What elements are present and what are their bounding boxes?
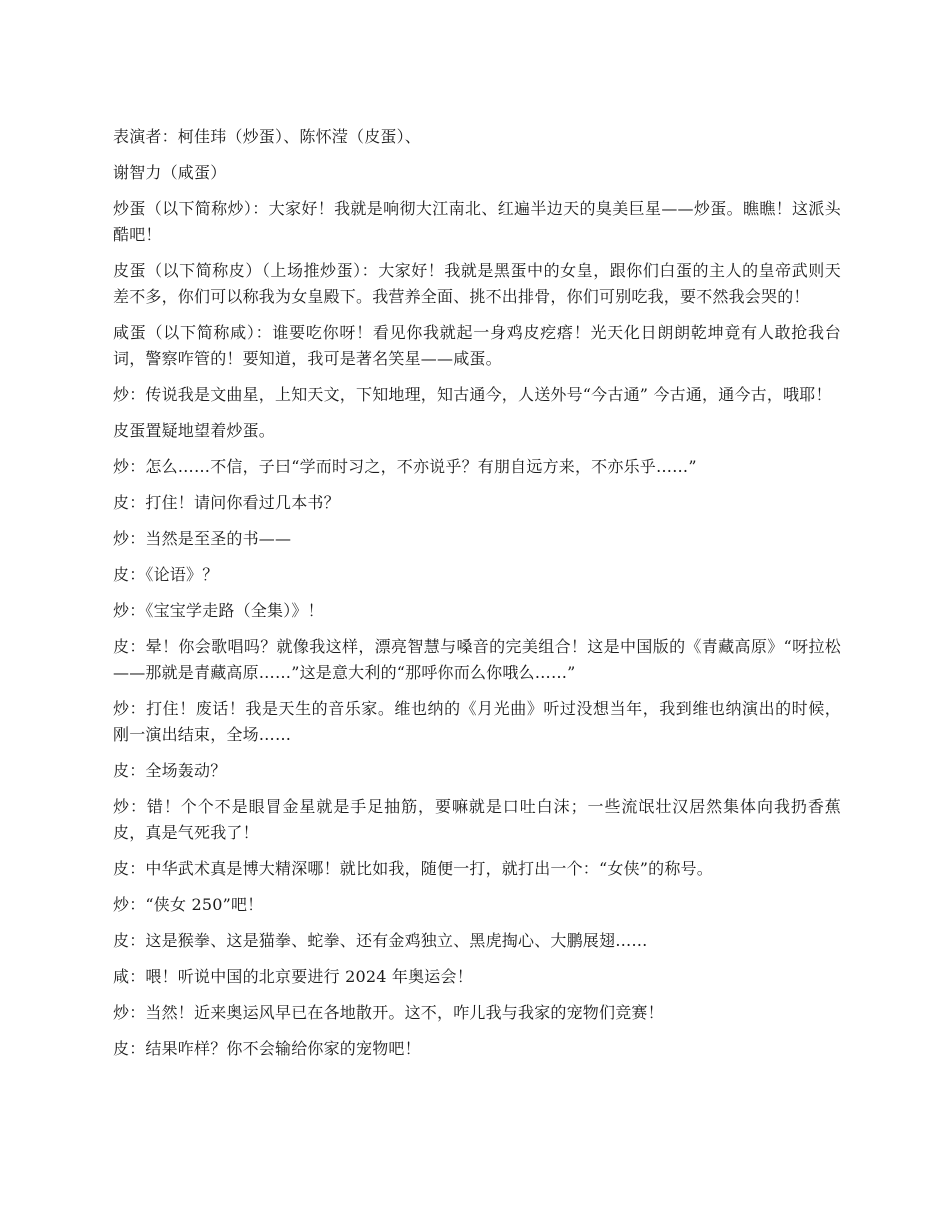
dialogue-paragraph: 炒：打住！废话！我是天生的音乐家。维也纳的《月光曲》听过没想当年，我到维也纳演出的时候，刚一演出结束，全场…… (113, 699, 841, 744)
dialogue-paragraph: 皮：全场轰动？ (113, 761, 227, 780)
dialogue-paragraph: 皮：这是猴拳、这是猫拳、蛇拳、还有金鸡独立、黑虎掏心、大鹏展翅…… (113, 931, 648, 950)
dialogue-paragraph: 皮蛋（以下简称皮）（上场推炒蛋）：大家好！我就是黑蛋中的女皇，跟你们白蛋的主人的皇帝武则天差不多，你们可以称我为女皇殿下。我营养全面、挑不出排骨，你们可别吃我，要不然我会哭的！ (113, 261, 841, 306)
dialogue-paragraph: 炒：当然是至圣的书—— (113, 529, 292, 548)
dialogue-paragraph: 皮：中华武术真是博大精深哪！就比如我，随便一打，就打出一个：“女侠”的称号。 (113, 859, 713, 878)
document-body (113, 124, 841, 1072)
dialogue-paragraph: 皮：结果咋样？你不会输给你家的宠物吧！ (113, 1039, 421, 1058)
dialogue-paragraph: 咸蛋（以下简称咸）：谁要吃你呀！看见你我就起一身鸡皮疙瘩！光天化日朗朗乾坤竟有人敢抢我台词，警察咋管的！要知道，我可是著名笑星——咸蛋。 (113, 323, 841, 368)
dialogue-paragraph: 皮：《论语》？ (113, 565, 219, 584)
dialogue-paragraph: 皮：晕！你会歌唱吗？就像我这样，漂亮智慧与嗓音的完美组合！这是中国版的《青藏高原》“呀拉松——那就是青藏高原……”这是意大利的“那呼你而么你哦么……” (113, 637, 841, 682)
dialogue-paragraph: 炒蛋（以下简称炒）：大家好！我就是响彻大江南北、红遍半边天的臭美巨星——炒蛋。瞧瞧！这派头酷吧！ (113, 199, 841, 244)
stage-direction: 皮蛋置疑地望着炒蛋。 (113, 421, 276, 440)
dialogue-paragraph: 炒：错！个个不是眼冒金星就是手足抽筋，要嘛就是口吐白沫；一些流氓壮汉居然集体向我扔香蕉皮，真是气死我了！ (113, 797, 841, 842)
dialogue-paragraph: 炒：《宝宝学走路（全集）》！ (113, 601, 324, 620)
performers-line-continued: 谢智力（咸蛋） (113, 163, 227, 182)
performers-line: 表演者：柯佳玮（炒蛋）、陈怀滢（皮蛋）、 (113, 127, 422, 146)
dialogue-paragraph: 炒：传说我是文曲星，上知天文，下知地理，知古通今，人送外号“今古通” 今古通，通今古，哦耶！ (113, 385, 832, 404)
dialogue-paragraph: 炒：怎么……不信，子曰“学而时习之，不亦说乎？有朋自远方来，不亦乐乎……” (113, 457, 697, 476)
dialogue-paragraph: 皮：打住！请问你看过几本书？ (113, 493, 340, 512)
dialogue-paragraph: 炒：当然！近来奥运风早已在各地散开。这不，咋儿我与我家的宠物们竞赛！ (113, 1003, 664, 1022)
dialogue-paragraph: 咸：喂！听说中国的北京要进行 2024 年奥运会！ (113, 967, 473, 986)
dialogue-paragraph: 炒：“侠女 250”吧！ (113, 895, 264, 914)
